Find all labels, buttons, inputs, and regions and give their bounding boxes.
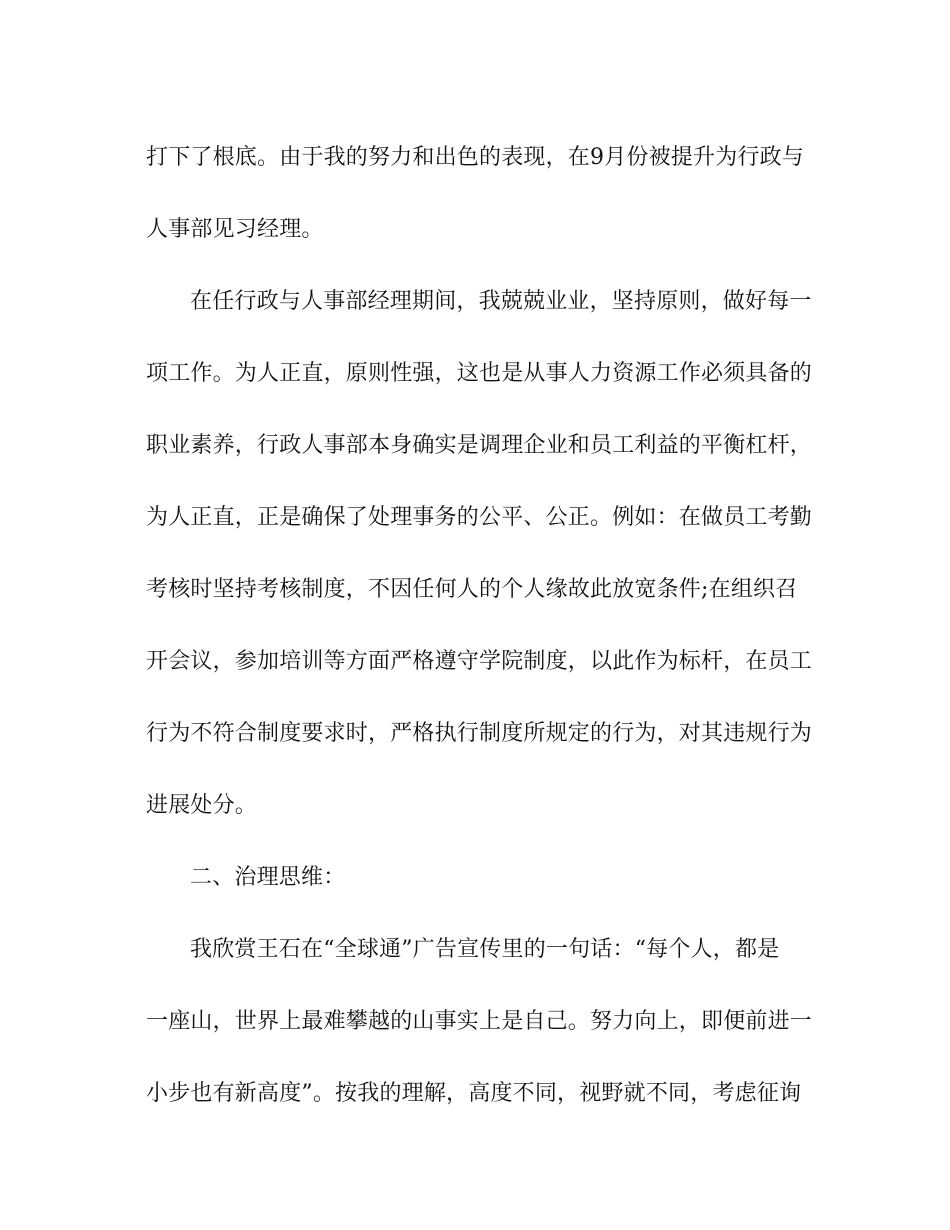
body-text-line: 人事部见习经理。 bbox=[146, 217, 324, 242]
body-text-line: 行为不符合制度要求时，严格执行制度所规定的行为，对其违规行为 bbox=[146, 721, 813, 746]
body-text-line: 打下了根底。由于我的努力和出色的表现，在9月份被提升为行政与 bbox=[146, 145, 804, 170]
section-heading: 二、治理思维： bbox=[190, 865, 346, 890]
body-text-line: 开会议，参加培训等方面严格遵守学院制度，以此作为标杆，在员工 bbox=[146, 649, 813, 674]
body-text-line: 我欣赏王石在“全球通”广告宣传里的一句话：“每个人，都是 bbox=[190, 937, 780, 962]
body-text-line: 进展处分。 bbox=[146, 793, 258, 818]
body-text-line: 为人正直，正是确保了处理事务的公平、公正。例如：在做员工考勤 bbox=[146, 505, 813, 530]
body-text-line: 考核时坚持考核制度，不因任何人的个人缘故此放宽条件;在组织召 bbox=[146, 577, 798, 602]
body-text-line: 职业素养，行政人事部本身确实是调理企业和员工利益的平衡杠杆， bbox=[146, 433, 813, 458]
body-text-line: 一座山，世界上最难攀越的山事实上是自己。努力向上，即便前进一 bbox=[146, 1009, 813, 1034]
body-text-line: 在任行政与人事部经理期间，我兢兢业业，坚持原则，做好每一 bbox=[190, 289, 812, 314]
body-text-line: 项工作。为人正直，原则性强，这也是从事人力资源工作必须具备的 bbox=[146, 361, 813, 386]
body-text-line: 小步也有新高度”。按我的理解，高度不同，视野就不同，考虑征询 bbox=[146, 1081, 802, 1106]
